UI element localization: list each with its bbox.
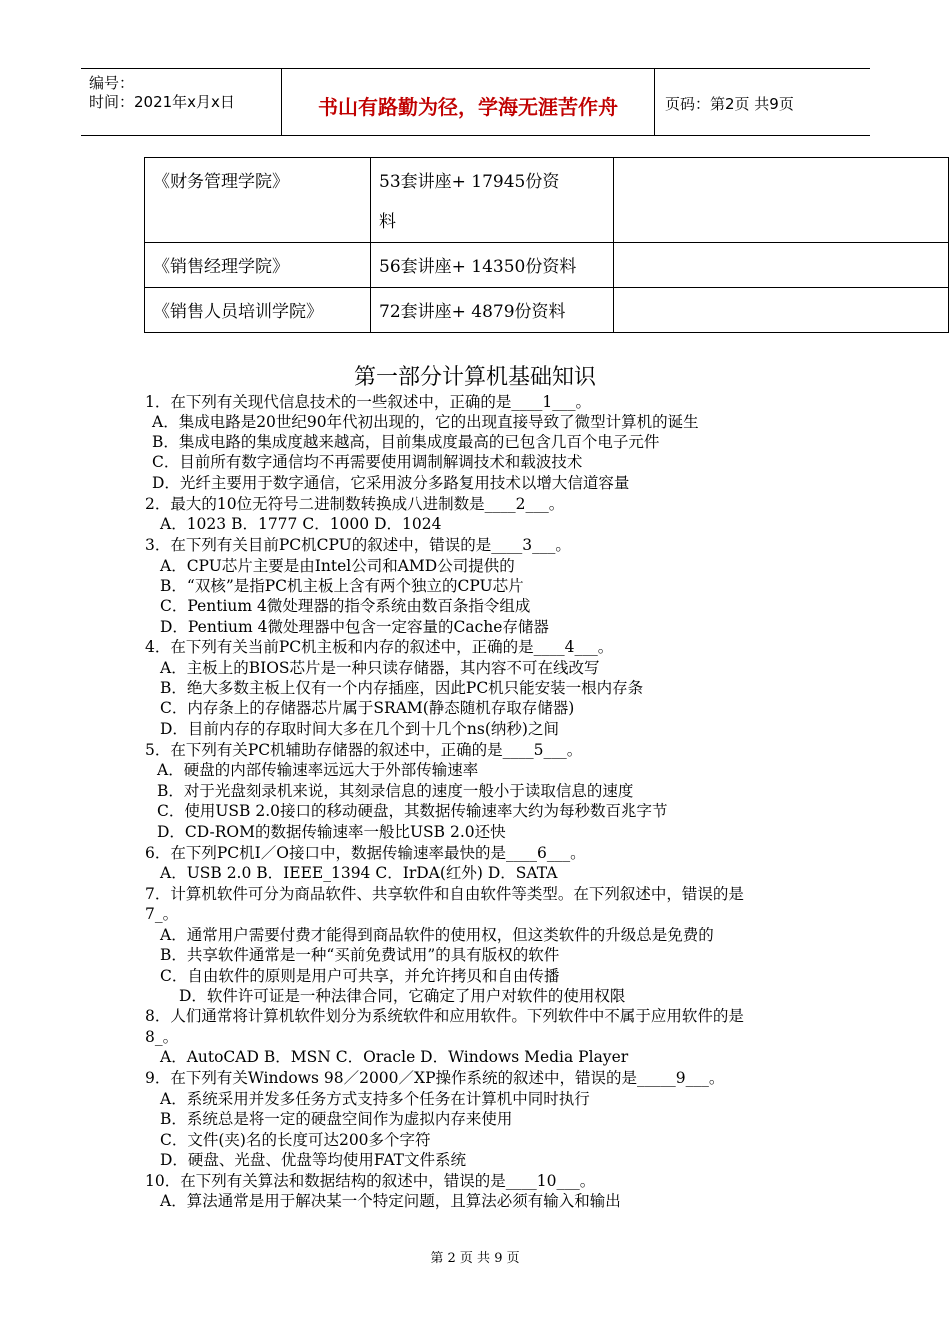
answer-option: A．硬盘的内部传输速率远远大于外部传输速率 — [157, 761, 479, 779]
resource-extra — [614, 288, 949, 333]
question-stem: 7．计算机软件可分为商品软件、共享软件和自由软件等类型。在下列叙述中，错误的是 — [145, 885, 744, 903]
page-label: 页码：第2页 共9页 — [665, 95, 794, 113]
motto-text: 书山有路勤为径，学海无涯苦作舟 — [318, 95, 618, 119]
resource-count: 56套讲座+ 14350份资料 — [371, 243, 614, 288]
header-page-cell — [655, 69, 870, 135]
question-stem: 3．在下列有关目前PC机CPU的叙述中，错误的是____3___。 — [145, 536, 571, 554]
answer-option: D．CD-ROM的数据传输速率一般比USB 2.0还快 — [157, 823, 506, 841]
resource-name: 《财务管理学院》 — [145, 158, 371, 243]
answer-option: D．光纤主要用于数字通信，它采用波分多路复用技术以增大信道容量 — [152, 474, 630, 492]
answer-option: A．AutoCAD B．MSN C．Oracle D．Windows Media Player — [160, 1048, 629, 1066]
question-stem: 1．在下列有关现代信息技术的一些叙述中，正确的是____1___。 — [145, 393, 591, 411]
answer-option: B．系统总是将一定的硬盘空间作为虚拟内存来使用 — [160, 1110, 513, 1128]
answer-option: C．使用USB 2.0接口的移动硬盘，其数据传输速率大约为每秒数百兆字节 — [157, 802, 668, 820]
answer-option: A．集成电路是20世纪90年代初出现的，它的出现直接导致了微型计算机的诞生 — [152, 413, 699, 431]
answer-option: D．软件许可证是一种法律合同，它确定了用户对软件的使用权限 — [179, 987, 626, 1005]
answer-option: B．对于光盘刻录机来说，其刻录信息的速度一般小于读取信息的速度 — [157, 782, 634, 800]
answer-option: C．Pentium 4微处理器的指令系统由数百条指令组成 — [160, 597, 531, 615]
answer-option: C．内存条上的存储器芯片属于SRAM(静态随机存取存储器) — [160, 699, 575, 717]
answer-option: A．通常用户需要付费才能得到商品软件的使用权，但这类软件的升级总是免费的 — [160, 926, 714, 944]
resource-name: 《销售经理学院》 — [145, 243, 371, 288]
answer-option: B．“双核”是指PC机主板上含有两个独立的CPU芯片 — [160, 577, 524, 595]
table-row — [145, 243, 949, 288]
question-stem: 6．在下列PC机I／O接口中，数据传输速率最快的是____6___。 — [145, 844, 586, 862]
table-row — [145, 288, 949, 333]
resource-count-line: 料 — [379, 212, 396, 232]
question-stem: 2．最大的10位无符号二进制数转换成八进制数是____2___。 — [145, 495, 565, 513]
page-footer: 第 2 页 共 9 页 — [430, 1251, 520, 1266]
answer-option: B．绝大多数主板上仅有一个内存插座，因此PC机只能安装一根内存条 — [160, 679, 644, 697]
header-info-cell — [81, 69, 282, 135]
answer-option: A．CPU芯片主要是由Intel公司和AMD公司提供的 — [160, 557, 515, 575]
answer-option: D．Pentium 4微处理器中包含一定容量的Cache存储器 — [160, 618, 549, 636]
question-stem: 8．人们通常将计算机软件划分为系统软件和应用软件。下列软件中不属于应用软件的是 — [145, 1007, 744, 1025]
header-motto-cell — [282, 69, 655, 135]
resource-extra — [614, 158, 949, 243]
answer-option: C．文件(夹)名的长度可达200多个字符 — [160, 1131, 431, 1149]
answer-option: A．系统采用并发多任务方式支持多个任务在计算机中同时执行 — [160, 1090, 590, 1108]
question-stem: 5．在下列有关PC机辅助存储器的叙述中，正确的是____5___。 — [145, 741, 583, 759]
number-label: 编号： — [89, 74, 135, 92]
answer-option: A．1023 B．1777 C．1000 D．1024 — [160, 515, 442, 533]
resource-count: 72套讲座+ 4879份资料 — [371, 288, 614, 333]
answer-option: B．共享软件通常是一种“买前免费试用”的具有版权的软件 — [160, 946, 560, 964]
answer-option: C．目前所有数字通信均不再需要使用调制解调技术和载波技术 — [152, 453, 583, 471]
answer-option: A．USB 2.0 B．IEEE_1394 C．IrDA(红外) D．SATA — [160, 864, 558, 882]
resource-count — [371, 158, 614, 243]
resource-extra — [614, 243, 949, 288]
answer-option: D．硬盘、光盘、优盘等均使用FAT文件系统 — [160, 1151, 467, 1169]
question-stem: 10．在下列有关算法和数据结构的叙述中，错误的是____10___。 — [145, 1172, 596, 1190]
answer-option: C．自由软件的原则是用户可共享，并允许拷贝和自由传播 — [160, 967, 560, 985]
resource-name: 《销售人员培训学院》 — [145, 288, 371, 333]
answer-option: D．目前内存的存取时间大多在几个到十几个ns(纳秒)之间 — [160, 720, 559, 738]
section-title: 第一部分计算机基础知识 — [353, 365, 596, 390]
date-label: 时间：2021年x月x日 — [89, 93, 235, 111]
question-stem: 8_。 — [145, 1028, 179, 1046]
answer-option: A．算法通常是用于解决某一个特定问题，且算法必须有输入和输出 — [160, 1192, 621, 1210]
question-stem: 9．在下列有关Windows 98／2000／XP操作系统的叙述中，错误的是_____9___。 — [145, 1069, 725, 1087]
resource-table — [144, 157, 949, 333]
question-stem: 7_。 — [145, 905, 179, 923]
table-row — [145, 158, 949, 243]
question-stem: 4．在下列有关当前PC机主板和内存的叙述中，正确的是____4___。 — [145, 638, 614, 656]
answer-option: A．主板上的BIOS芯片是一种只读存储器，其内容不可在线改写 — [160, 659, 600, 677]
page-header — [81, 68, 870, 136]
answer-option: B．集成电路的集成度越来越高，目前集成度最高的已包含几百个电子元件 — [152, 433, 660, 451]
resource-count-line: 53套讲座+ 17945份资 — [379, 172, 560, 192]
